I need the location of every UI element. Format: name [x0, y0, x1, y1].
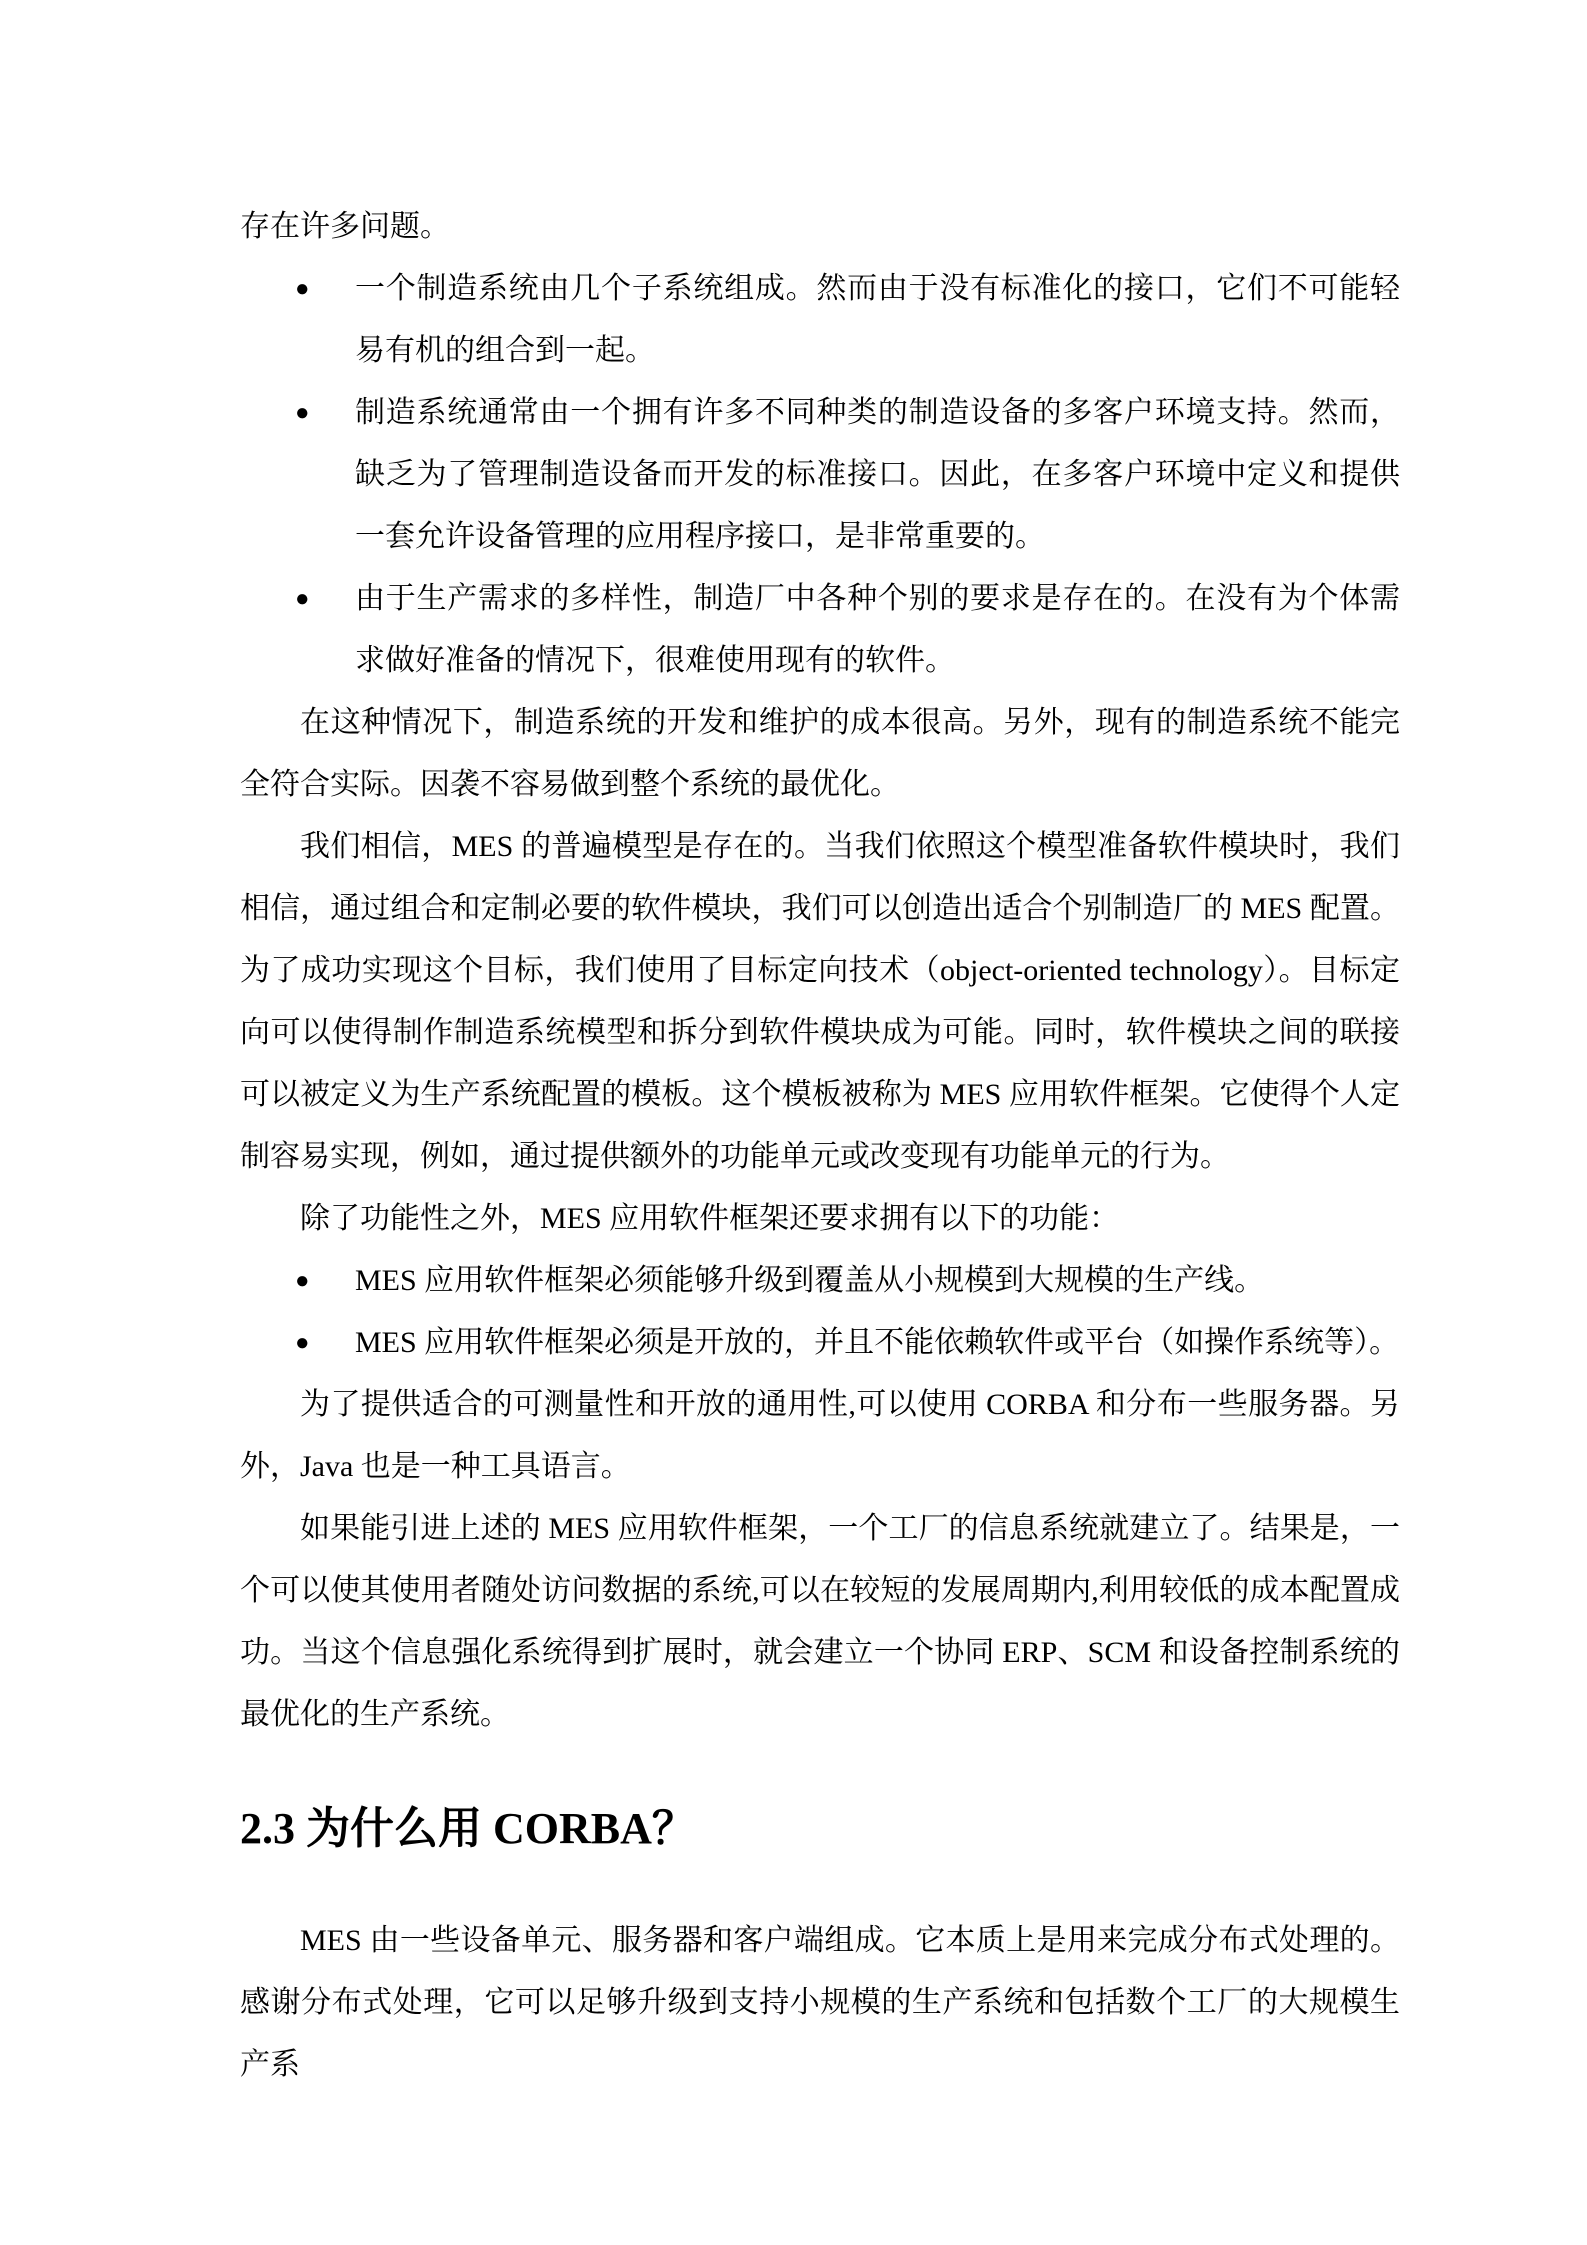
bullet-item	[240, 568, 1400, 692]
bullet-text: 一个制造系统由几个子系统组成。然而由于没有标准化的接口，它们不可能轻易有机的组合到一起。	[355, 272, 1400, 367]
bullet-item	[240, 382, 1400, 568]
bullet-text: 制造系统通常由一个拥有许多不同种类的制造设备的多客户环境支持。然而，缺乏为了管理制造设备而开发的标准接口。因此，在多客户环境中定义和提供一套允许设备管理的应用程序接口，是非常重要的。	[355, 396, 1400, 553]
bullet-text: MES 应用软件框架必须是开放的，并且不能依赖软件或平台（如操作系统等）。	[355, 1326, 1400, 1359]
bullet-icon: ●	[295, 1330, 310, 1356]
bullet-text: 由于生产需求的多样性，制造厂中各种个别的要求是存在的。在没有为个体需求做好准备的情况下，很难使用现有的软件。	[355, 582, 1400, 677]
paragraph: 如果能引进上述的 MES 应用软件框架，一个工厂的信息系统就建立了。结果是，一个可以使其使用者随处访问数据的系统,可以在较短的发展周期内,利用较低的成本配置成功。当这个信息强化系统得到扩展时，就会建立一个协同 ERP、SCM 和设备控制系统的最优化的生产系统。	[240, 1512, 1400, 1731]
bullet-item	[240, 258, 1400, 382]
bullet-item	[240, 1312, 1400, 1374]
paragraph: MES 由一些设备单元、服务器和客户端组成。它本质上是用来完成分布式处理的。感谢分布式处理，它可以足够升级到支持小规模的生产系统和包括数个工厂的大规模生产系	[240, 1924, 1400, 2081]
paragraph: 存在许多问题。	[240, 210, 450, 243]
bullet-text: MES 应用软件框架必须能够升级到覆盖从小规模到大规模的生产线。	[355, 1264, 1265, 1297]
section-heading: 2.3 为什么用 CORBA？	[240, 1804, 696, 1853]
bullet-icon: ●	[295, 1268, 310, 1294]
paragraph: 除了功能性之外，MES 应用软件框架还要求拥有以下的功能：	[300, 1202, 1120, 1235]
bullet-icon: ●	[295, 276, 310, 302]
document-content	[240, 196, 1400, 2096]
paragraph: 我们相信，MES 的普遍模型是存在的。当我们依照这个模型准备软件模块时，我们相信，通过组合和定制必要的软件模块，我们可以创造出适合个别制造厂的 MES 配置。为了成功实现这个目标，我们使用了目标定向技术（object-oriented technology）。目标定向可以使得制作制造系统模型和拆分到软件模块成为可能。同时，软件模块之间的联接可以被定义为生产系统配置的模板。这个模板被称为 MES 应用软件框架。它使得个人定制容易实现，例如，通过提供额外的功能单元或改变现有功能单元的行为。	[240, 830, 1400, 1173]
bullet-icon: ●	[295, 586, 310, 612]
paragraph: 为了提供适合的可测量性和开放的通用性,可以使用 CORBA 和分布一些服务器。另外，Java 也是一种工具语言。	[240, 1388, 1400, 1483]
paragraph: 在这种情况下，制造系统的开发和维护的成本很高。另外，现有的制造系统不能完全符合实际。因袭不容易做到整个系统的最优化。	[240, 706, 1400, 801]
bullet-item	[240, 1250, 1400, 1312]
bullet-icon: ●	[295, 400, 310, 426]
